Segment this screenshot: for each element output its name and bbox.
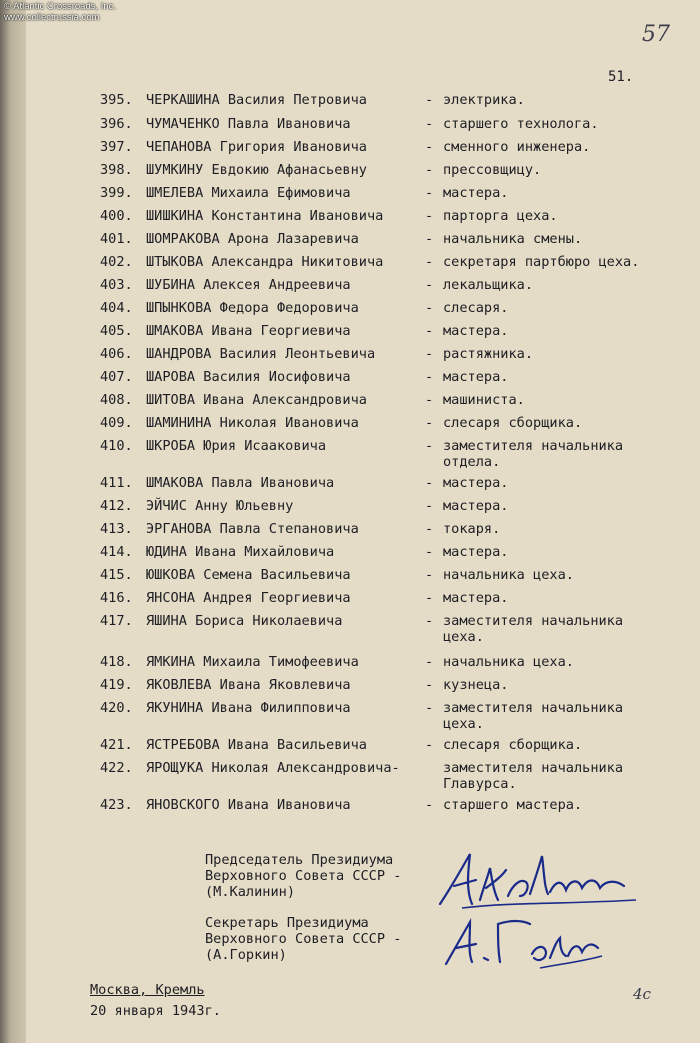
list-item [0, 254, 700, 276]
secretary-signature [440, 912, 610, 972]
list-item [0, 415, 700, 437]
list-item [0, 797, 700, 819]
entry-dash: - [425, 346, 434, 362]
entry-number: 420. [100, 700, 133, 716]
footer-date: 20 января 1943г. [90, 1003, 221, 1019]
entry-number: 400. [100, 208, 133, 224]
entry-name: ЯШИНА Бориса Николаевича [146, 613, 343, 629]
entry-role: секретаря партбюро цеха. [443, 254, 640, 270]
list-item [0, 590, 700, 612]
list-item [0, 323, 700, 345]
entry-name: ЮШКОВА Семена Васильевича [146, 567, 351, 583]
chairman-title: Председатель Президиума Верховного Совета СССР - (М.Калинин) [205, 852, 402, 900]
entry-name: ШМАКОВА Ивана Георгиевича [146, 323, 351, 339]
entry-number: 409. [100, 415, 133, 431]
page-number: 51. [608, 69, 634, 85]
entry-dash: - [425, 231, 434, 247]
entry-dash: - [425, 613, 434, 629]
entry-dash: - [425, 544, 434, 560]
list-item [0, 544, 700, 566]
entry-dash: - [425, 498, 434, 514]
entry-number: 417. [100, 613, 133, 629]
entry-number: 397. [100, 139, 133, 155]
entry-role: прессовщицу. [443, 162, 542, 178]
entry-number: 399. [100, 185, 133, 201]
entry-name: ЯСТРЕБОВА Ивана Васильевича [146, 737, 367, 753]
list-item [0, 300, 700, 322]
entry-dash: - [425, 277, 434, 293]
list-item [0, 677, 700, 699]
entry-role: мастера. [443, 498, 509, 514]
entry-dash: - [425, 254, 434, 270]
list-item [0, 392, 700, 414]
entry-dash: - [425, 521, 434, 537]
entry-role: слесаря. [443, 300, 509, 316]
entry-number: 404. [100, 300, 133, 316]
entry-number: 411. [100, 475, 133, 491]
entry-dash: - [425, 475, 434, 491]
entry-role: заместителя начальника цеха. [443, 613, 624, 645]
margin-note: 4с [633, 985, 651, 1003]
entry-role: электрика. [443, 92, 525, 108]
entry-name: ШИТОВА Ивана Александровича [146, 392, 367, 408]
entry-number: 407. [100, 369, 133, 385]
watermark-line-2: www.collectrussia.com [4, 12, 100, 23]
entry-dash: - [425, 590, 434, 606]
entry-dash: - [425, 369, 434, 385]
entry-dash: - [425, 797, 434, 813]
entry-role: начальника смены. [443, 231, 583, 247]
entry-role: токаря. [443, 521, 501, 537]
entry-name: ШИШКИНА Константина Ивановича [146, 208, 384, 224]
entry-number: 396. [100, 116, 133, 132]
entry-name: ЧУМАЧЕНКО Павла Ивановича [146, 116, 351, 132]
entry-name: ШМАКОВА Павла Ивановича [146, 475, 335, 491]
entry-number: 403. [100, 277, 133, 293]
entry-dash: - [425, 737, 434, 753]
entry-role: мастера. [443, 590, 509, 606]
list-item [0, 139, 700, 161]
entry-name: ШПЫНКОВА Федора Федоровича [146, 300, 359, 316]
entry-name: ЯМКИНА Михаила Тимофеевича [146, 654, 359, 670]
entry-role: заместителя начальника отдела. [443, 438, 624, 470]
entry-number: 408. [100, 392, 133, 408]
list-item [0, 346, 700, 368]
entry-number: 421. [100, 737, 133, 753]
list-item [0, 700, 700, 732]
list-item [0, 231, 700, 253]
list-item [0, 613, 700, 645]
list-item [0, 92, 700, 114]
entry-number: 422. [100, 760, 133, 776]
entry-number: 402. [100, 254, 133, 270]
entry-dash: - [425, 323, 434, 339]
entry-role: сменного инженера. [443, 139, 591, 155]
list-item [0, 475, 700, 497]
list-item [0, 277, 700, 299]
entry-name: ЭЙЧИС Анну Юльевну [146, 498, 294, 514]
entry-name: ЮДИНА Ивана Михайловича [146, 544, 335, 560]
entry-dash: - [425, 700, 434, 716]
entry-dash: - [425, 438, 434, 454]
footer-place: Москва, Кремль [90, 982, 205, 998]
entry-number: 416. [100, 590, 133, 606]
entry-number: 405. [100, 323, 133, 339]
entry-name: ШТЫКОВА Александра Никитовича [146, 254, 384, 270]
entry-name: ШАНДРОВА Василия Леонтьевича [146, 346, 376, 362]
entry-role: мастера. [443, 475, 509, 491]
list-item [0, 521, 700, 543]
entry-role: мастера. [443, 185, 509, 201]
entry-dash: - [425, 415, 434, 431]
entry-number: 414. [100, 544, 133, 560]
list-item [0, 438, 700, 470]
entry-role: начальника цеха. [443, 567, 574, 583]
entry-role: машиниста. [443, 392, 525, 408]
entry-role: мастера. [443, 544, 509, 560]
entry-dash: - [425, 185, 434, 201]
entry-role: парторга цеха. [443, 208, 558, 224]
entry-role: заместителя начальника Главурса. [443, 760, 624, 792]
entry-number: 423. [100, 797, 133, 813]
watermark-line-1: © Atlantic Crossroads, Inc. [4, 1, 117, 12]
entry-dash: - [425, 300, 434, 316]
entry-name: ШАМИНИНА Николая Ивановича [146, 415, 359, 431]
entry-dash: - [425, 208, 434, 224]
entry-number: 406. [100, 346, 133, 362]
entry-number: 412. [100, 498, 133, 514]
list-item [0, 208, 700, 230]
entry-role: слесаря сборщика. [443, 737, 583, 753]
entry-name: ЧЕПАНОВА Григория Ивановича [146, 139, 367, 155]
entry-name: ШОМРАКОВА Арона Лазаревича [146, 231, 359, 247]
entry-name: ШАРОВА Василия Иосифовича [146, 369, 351, 385]
entry-role: кузнеца. [443, 677, 509, 693]
entry-role: старшего технолога. [443, 116, 599, 132]
list-item [0, 162, 700, 184]
entry-number: 398. [100, 162, 133, 178]
entry-name: ШМЕЛЕВА Михаила Ефимовича [146, 185, 351, 201]
entry-name: ШУМКИНУ Евдокию Афанасьевну [146, 162, 367, 178]
watermark [4, 1, 116, 23]
entry-dash: - [425, 654, 434, 670]
entry-role: лекальщика. [443, 277, 534, 293]
entry-dash: - [425, 162, 434, 178]
entry-dash: - [425, 116, 434, 132]
entry-name: ШКРОБА Юрия Исааковича [146, 438, 327, 454]
entry-dash: - [425, 139, 434, 155]
list-item [0, 567, 700, 589]
entry-dash: - [425, 677, 434, 693]
entry-number: 401. [100, 231, 133, 247]
list-item [0, 116, 700, 138]
entry-role: слесаря сборщика. [443, 415, 583, 431]
secretary-title: Секретарь Президиума Верховного Совета СССР - (А.Горкин) [205, 915, 402, 963]
list-item [0, 185, 700, 207]
entry-role: мастера. [443, 369, 509, 385]
entry-name: ЯКУНИНА Ивана Филипповича [146, 700, 351, 716]
entry-dash: - [425, 392, 434, 408]
list-item [0, 498, 700, 520]
entry-number: 419. [100, 677, 133, 693]
list-item [0, 760, 700, 792]
entry-role: мастера. [443, 323, 509, 339]
list-item [0, 737, 700, 759]
chairman-signature [432, 846, 644, 912]
entry-name: ЯНОВСКОГО Ивана Ивановича [146, 797, 351, 813]
entry-name: ЧЕРКАШИНА Василия Петровича [146, 92, 367, 108]
entry-role: заместителя начальника цеха. [443, 700, 624, 732]
entry-number: 395. [100, 92, 133, 108]
entry-number: 410. [100, 438, 133, 454]
entry-name: ЯРОЩУКА Николая Александровича- [146, 760, 400, 776]
list-item [0, 369, 700, 391]
entry-dash: - [425, 567, 434, 583]
list-item [0, 654, 700, 676]
entry-name: ШУБИНА Алексея Андреевича [146, 277, 351, 293]
entry-role: старшего мастера. [443, 797, 583, 813]
entry-role: начальника цеха. [443, 654, 574, 670]
archive-sheet-number: 57 [642, 22, 670, 47]
entry-name: ЭРГАНОВА Павла Степановича [146, 521, 359, 537]
entry-number: 415. [100, 567, 133, 583]
entry-name: ЯНСОНА Андрея Георгиевича [146, 590, 351, 606]
entry-number: 418. [100, 654, 133, 670]
entry-dash: - [425, 92, 434, 108]
entry-number: 413. [100, 521, 133, 537]
entry-name: ЯКОВЛЕВА Ивана Яковлевича [146, 677, 351, 693]
entry-role: растяжника. [443, 346, 534, 362]
